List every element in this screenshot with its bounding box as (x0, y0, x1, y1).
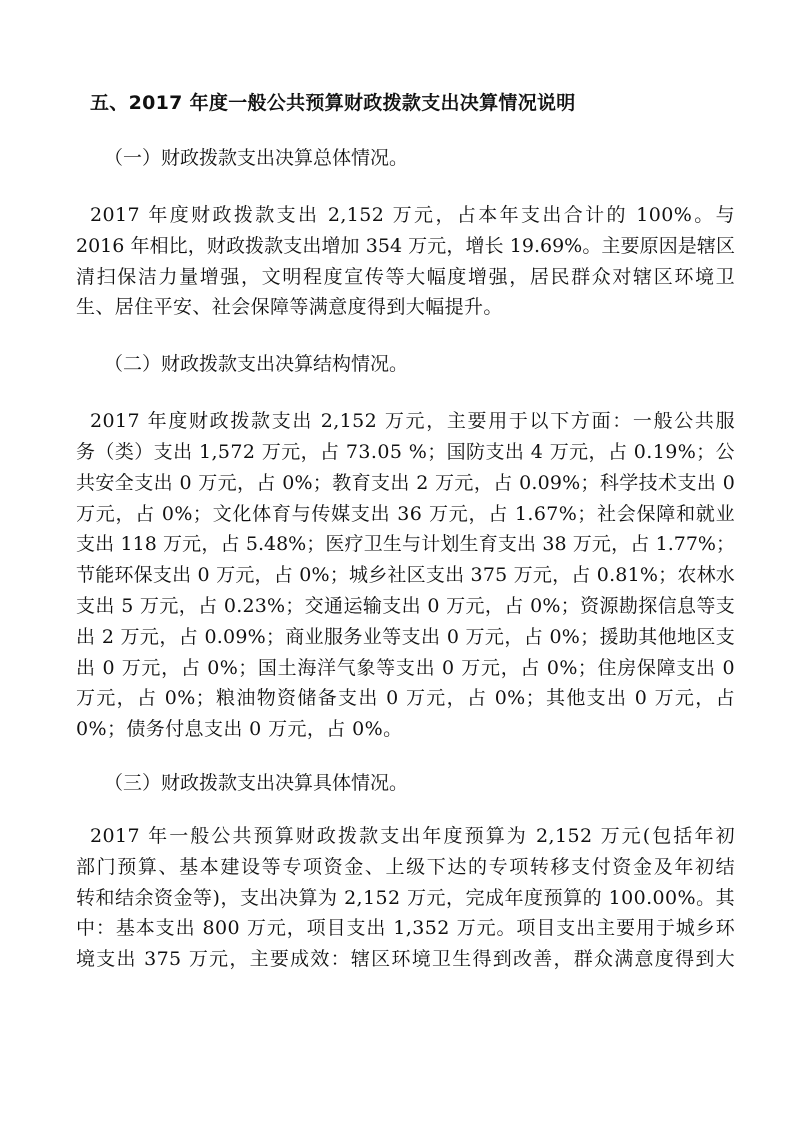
text-line: 务（类）支出 1,572 万元，占 73.05 %；国防支出 4 万元，占 0.19%；公 (76, 440, 735, 463)
text-line: 万元，占 0%；粮油物资储备支出 0 万元，占 0%；其他支出 0 万元，占 (76, 687, 735, 710)
subsection-title-structure: （二）财政拨款支出决算结构情况。 (104, 353, 409, 376)
text-line: 清扫保洁力量增强，文明程度宣传等大幅度增强，居民群众对辖区环境卫 (76, 265, 735, 288)
text-line: 2017 年度财政拨款支出 2,152 万元，主要用于以下方面：一般公共服 (90, 410, 735, 433)
subsection-title-detail: （三）财政拨款支出决算具体情况。 (104, 771, 409, 794)
text-line: 生、居住平安、社会保障等满意度得到大幅提升。 (76, 296, 503, 319)
text-line: 中：基本支出 800 万元，项目支出 1,352 万元。项目支出主要用于城乡环 (76, 917, 735, 940)
text-line: 转和结余资金等)，支出决算为 2,152 万元，完成年度预算的 100.00%。其 (76, 886, 735, 909)
text-line: 0%；债务付息支出 0 万元，占 0%。 (76, 718, 403, 741)
text-line: 支出 118 万元，占 5.48%；医疗卫生与计划生育支出 38 万元，占 1.77%； (76, 533, 735, 556)
text-line: 支出 5 万元，占 0.23%；交通运输支出 0 万元，占 0%；资源勘探信息等支 (76, 594, 735, 617)
section-heading: 五、2017 年度一般公共预算财政拨款支出决算情况说明 (90, 92, 576, 114)
paragraph-detail (76, 821, 735, 975)
text-line: 境支出 375 万元，主要成效：辖区环境卫生得到改善，群众满意度得到大 (76, 948, 735, 971)
text-line: 部门预算、基本建设等专项资金、上级下达的专项转移支付资金及年初结 (76, 855, 735, 878)
text-line: 共安全支出 0 万元，占 0%；教育支出 2 万元，占 0.09%；科学技术支出 0 (76, 471, 735, 494)
text-line: 出 2 万元，占 0.09%；商业服务业等支出 0 万元，占 0%；援助其他地区支 (76, 625, 735, 648)
paragraph-structure (76, 406, 735, 745)
text-line: 万元，占 0%；文化体育与传媒支出 36 万元，占 1.67%；社会保障和就业 (76, 502, 735, 525)
text-line: 2017 年度财政拨款支出 2,152 万元，占本年支出合计的 100%。与 (90, 204, 735, 226)
paragraph-overall (76, 200, 735, 323)
text-line: 2016 年相比，财政拨款支出增加 354 万元，增长 19.69%。主要原因是辖区 (76, 234, 735, 257)
text-line: 2017 年一般公共预算财政拨款支出年度预算为 2,152 万元(包括年初 (90, 824, 735, 847)
text-line: 出 0 万元，占 0%；国土海洋气象等支出 0 万元，占 0%；住房保障支出 0 (76, 656, 735, 679)
text-line: 节能环保支出 0 万元，占 0%；城乡社区支出 375 万元，占 0.81%；农林水 (76, 564, 735, 587)
subsection-title-overall: （一）财政拨款支出决算总体情况。 (104, 147, 409, 169)
